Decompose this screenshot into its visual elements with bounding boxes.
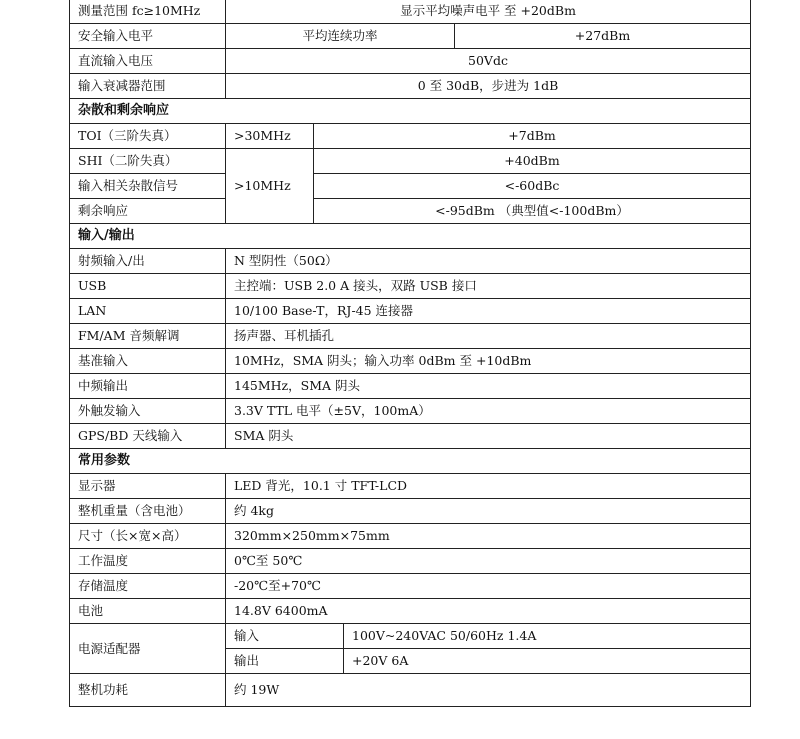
table-row	[70, 324, 751, 349]
table-row	[70, 0, 751, 24]
section-header-row	[70, 449, 751, 474]
row-label: 输入衰减器范围	[70, 74, 226, 99]
row-value: 145MHz，SMA 阴头	[226, 374, 751, 399]
row-label: 尺寸（长×宽×高）	[70, 524, 226, 549]
table-row	[70, 424, 751, 449]
table-row	[70, 574, 751, 599]
row-label: 基准输入	[70, 349, 226, 374]
section-header-row	[70, 224, 751, 249]
row-label: TOI（三阶失真）	[70, 124, 226, 149]
adapter-input-label: 输入	[226, 624, 344, 649]
row-label: 显示器	[70, 474, 226, 499]
section-title: 杂散和剩余响应	[70, 99, 751, 124]
row-label: 外触发输入	[70, 399, 226, 424]
table-row	[70, 199, 751, 224]
row-value: 10/100 Base-T，RJ-45 连接器	[226, 299, 751, 324]
row-value: 50Vdc	[226, 49, 751, 74]
row-label: 整机功耗	[70, 674, 226, 707]
table-row	[70, 374, 751, 399]
row-value: 10MHz，SMA 阴头；输入功率 0dBm 至 +10dBm	[226, 349, 751, 374]
table-row	[70, 149, 751, 174]
table-row	[70, 49, 751, 74]
row-value: -20℃至+70℃	[226, 574, 751, 599]
row-value: 约 4kg	[226, 499, 751, 524]
table-row	[70, 674, 751, 707]
table-row	[70, 174, 751, 199]
section-title: 输入/输出	[70, 224, 751, 249]
row-value: 0℃至 50℃	[226, 549, 751, 574]
table-row	[70, 299, 751, 324]
row-label: 工作温度	[70, 549, 226, 574]
table-row	[70, 274, 751, 299]
row-value: SMA 阴头	[226, 424, 751, 449]
table-row	[70, 124, 751, 149]
row-label: 输入相关杂散信号	[70, 174, 226, 199]
row-condition-shared: >10MHz	[226, 149, 314, 224]
row-label: 电源适配器	[70, 624, 226, 674]
adapter-output-label: 输出	[226, 649, 344, 674]
row-condition: >30MHz	[226, 124, 314, 149]
row-value: +40dBm	[314, 149, 751, 174]
spec-table	[69, 0, 751, 707]
row-value: <-60dBc	[314, 174, 751, 199]
row-label: 剩余响应	[70, 199, 226, 224]
row-label: 整机重量（含电池）	[70, 499, 226, 524]
row-label: 中频输出	[70, 374, 226, 399]
table-row	[70, 624, 751, 649]
table-row	[70, 549, 751, 574]
table-row	[70, 524, 751, 549]
row-value: 3.3V TTL 电平（±5V，100mA）	[226, 399, 751, 424]
row-label: FM/AM 音频解调	[70, 324, 226, 349]
row-value: 约 19W	[226, 674, 751, 707]
row-value: +7dBm	[314, 124, 751, 149]
row-label: SHI（二阶失真）	[70, 149, 226, 174]
adapter-output-value: +20V 6A	[344, 649, 751, 674]
row-label: GPS/BD 天线输入	[70, 424, 226, 449]
row-value: 扬声器、耳机插孔	[226, 324, 751, 349]
table-row	[70, 599, 751, 624]
row-label: 射频输入/出	[70, 249, 226, 274]
row-value: 主控端：USB 2.0 A 接头，双路 USB 接口	[226, 274, 751, 299]
table-row	[70, 349, 751, 374]
row-value: 14.8V 6400mA	[226, 599, 751, 624]
row-subcondition: 平均连续功率	[226, 24, 455, 49]
table-row	[70, 499, 751, 524]
row-value: 显示平均噪声电平 至 +20dBm	[226, 0, 751, 24]
table-row	[70, 399, 751, 424]
row-value: N 型阴性（50Ω）	[226, 249, 751, 274]
row-value: 320mm×250mm×75mm	[226, 524, 751, 549]
row-label: LAN	[70, 299, 226, 324]
row-label: 存储温度	[70, 574, 226, 599]
section-title: 常用参数	[70, 449, 751, 474]
row-label: 电池	[70, 599, 226, 624]
table-row	[70, 249, 751, 274]
table-row	[70, 474, 751, 499]
row-label: 直流输入电压	[70, 49, 226, 74]
row-value: LED 背光，10.1 寸 TFT-LCD	[226, 474, 751, 499]
row-value: 0 至 30dB，步进为 1dB	[226, 74, 751, 99]
row-label: 测量范围 fc≥10MHz	[70, 0, 226, 24]
row-label: 安全输入电平	[70, 24, 226, 49]
adapter-input-value: 100V~240VAC 50/60Hz 1.4A	[344, 624, 751, 649]
table-row	[70, 74, 751, 99]
section-header-row	[70, 99, 751, 124]
table-row	[70, 24, 751, 49]
row-value: +27dBm	[455, 24, 751, 49]
row-value: <-95dBm （典型值<-100dBm）	[314, 199, 751, 224]
row-label: USB	[70, 274, 226, 299]
